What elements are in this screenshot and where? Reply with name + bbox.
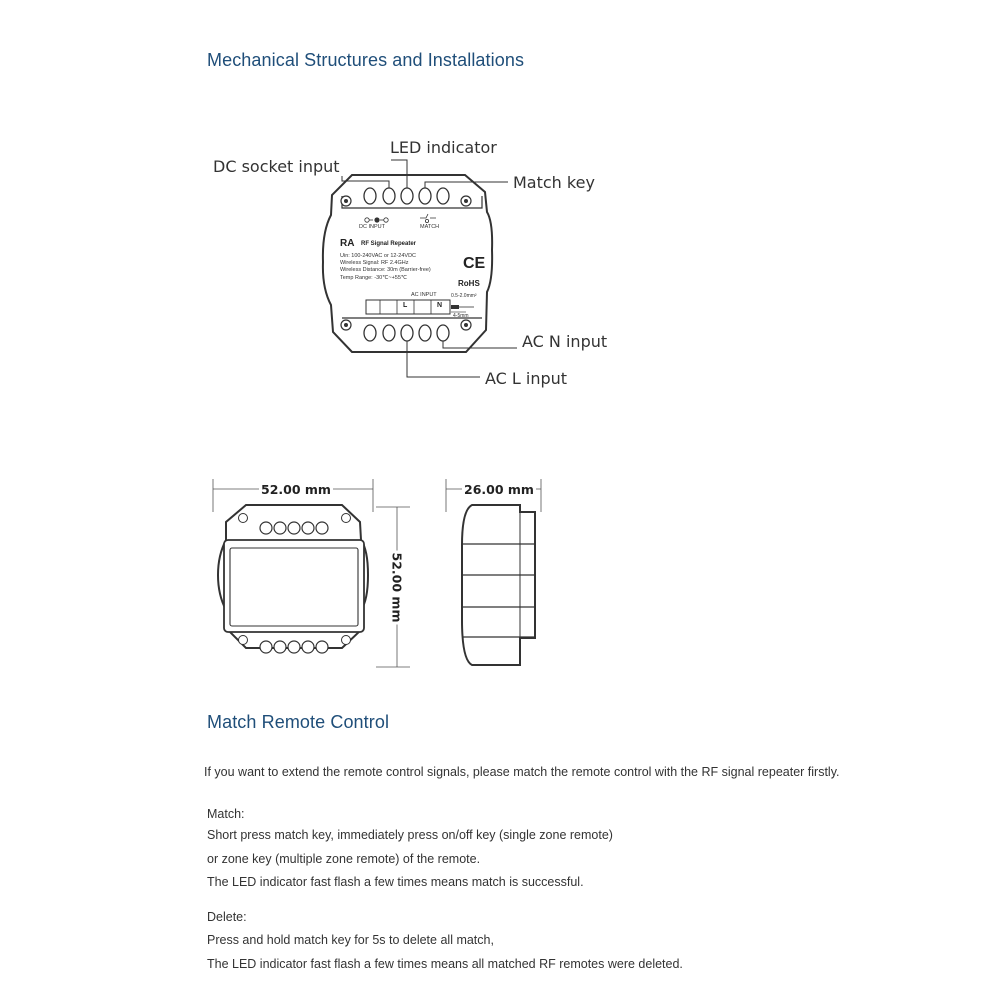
match-intro: If you want to extend the remote control signals, please match the remote control with the RF signal repeater firstly. xyxy=(204,765,840,779)
led-indicator-hole xyxy=(401,188,413,204)
section-title-mechanical: Mechanical Structures and Installations xyxy=(207,50,525,70)
model-label: RA xyxy=(340,238,355,249)
front-dimension-view xyxy=(213,479,410,667)
delete-step-2: The LED indicator fast flash a few times means all matched RF remotes were deleted. xyxy=(207,957,683,971)
delete-step-1: Press and hold match key for 5s to delete all match, xyxy=(207,933,494,947)
ac-input-label: AC INPUT xyxy=(411,292,437,298)
match-label: MATCH xyxy=(420,224,440,230)
dimension-front-height: 52.00 mm xyxy=(389,552,405,623)
callout-ac-l: AC L input xyxy=(485,369,568,388)
strip-length-label: 4-5mm xyxy=(453,313,469,319)
match-step-3: The LED indicator fast flash a few times means match is successful. xyxy=(207,875,584,889)
terminal-l-label: L xyxy=(403,302,408,309)
spec-uin: Uin: 100-240VAC or 12-24VDC xyxy=(340,253,417,259)
match-heading: Match: xyxy=(207,807,245,821)
match-step-1: Short press match key, immediately press on/off key (single zone remote) xyxy=(207,828,613,842)
ac-n-screw xyxy=(437,325,449,341)
dimension-side-depth: 26.00 mm xyxy=(464,482,534,497)
rohs-mark: RoHS xyxy=(458,279,480,288)
callout-dc-socket: DC socket input xyxy=(213,157,340,176)
delete-heading: Delete: xyxy=(207,910,247,924)
ac-l-screw xyxy=(401,325,413,341)
spec-signal: Wireless Signal: RF 2.4GHz xyxy=(340,260,409,267)
dc-input-label: DC INPUT xyxy=(359,224,385,230)
dimension-front-width: 52.00 mm xyxy=(261,482,331,497)
match-key-hole[interactable] xyxy=(419,188,431,204)
product-label: RF Signal Repeater xyxy=(361,241,417,247)
wire-gauge-label: 0.5-2.0mm² xyxy=(451,293,477,299)
callout-match-key: Match key xyxy=(513,173,595,192)
spec-distance: Wireless Distance: 30m (Barrier-free) xyxy=(340,267,431,274)
ce-mark: CE xyxy=(463,255,486,272)
callout-ac-n: AC N input xyxy=(522,332,608,351)
section-title-match: Match Remote Control xyxy=(207,712,390,732)
spec-block xyxy=(340,253,431,282)
terminal-n-label: N xyxy=(437,302,443,309)
dc-socket-hole xyxy=(383,188,395,204)
side-dimension-view xyxy=(446,479,541,665)
callout-led-indicator: LED indicator xyxy=(390,138,497,157)
match-step-2: or zone key (multiple zone remote) of the remote. xyxy=(207,852,481,866)
spec-temp: Temp Range: -30℃~+55℃ xyxy=(340,274,408,281)
